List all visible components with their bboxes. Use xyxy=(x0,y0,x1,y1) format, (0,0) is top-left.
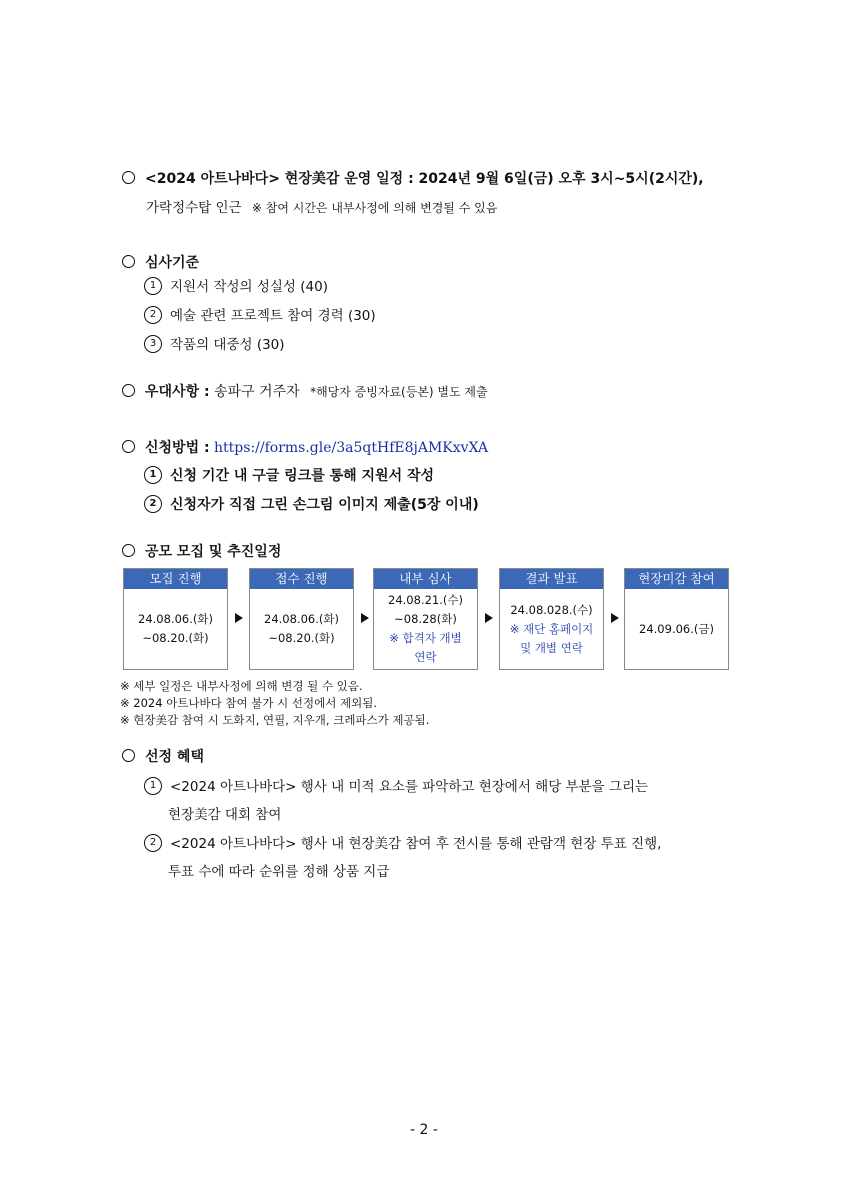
schedule-heading: <2024 아트나바다> 현장美감 운영 일정 : 2024년 9월 6일(금) 오후 3시~5시(2시간), xyxy=(122,168,704,188)
process-step-receipt: 접수 진행 24.08.06.(화) ~08.20.(화) xyxy=(249,568,354,670)
process-note: ※ 2024 아트나바다 참여 불가 시 선정에서 제외됨. xyxy=(120,696,377,710)
benefit-item-continued: 현장美감 대회 참여 xyxy=(168,807,282,823)
apply-step: 1 신청 기간 내 구글 링크를 통해 지원서 작성 xyxy=(144,465,434,485)
step-header: 현장미감 참여 xyxy=(625,569,728,589)
benefit-item: 1 <2024 아트나바다> 행사 내 미적 요소를 파악하고 현장에서 해당 부분을 그리는 xyxy=(144,775,648,796)
benefit-item-continued: 투표 수에 따라 순위를 정해 상품 지급 xyxy=(168,864,390,880)
circled-number-icon: 1 xyxy=(144,277,162,295)
benefit-item: 2 <2024 아트나바다> 행사 내 현장美감 참여 후 전시를 통해 관람객 현장 투표 진행, xyxy=(144,832,661,853)
circled-number-icon: 2 xyxy=(144,306,162,324)
process-step-review: 내부 심사 24.08.21.(수) ~08.28(화) ※ 합격자 개별 연락 xyxy=(373,568,478,670)
bullet-circle-icon xyxy=(122,171,135,184)
apply-step: 2 신청자가 직접 그린 손그림 이미지 제출(5장 이내) xyxy=(144,494,479,514)
schedule-note: ※ 참여 시간은 내부사정에 의해 변경될 수 있음 xyxy=(251,201,498,215)
schedule-place-line: 가락정수탑 인근 ※ 참여 시간은 내부사정에 의해 변경될 수 있음 xyxy=(146,200,498,216)
bullet-circle-icon xyxy=(122,544,135,557)
circled-number-icon: 2 xyxy=(144,495,162,513)
preference-line: 우대사항 : 송파구 거주자 *해당자 증빙자료(등본) 별도 제출 xyxy=(122,381,488,401)
criteria-title: 심사기준 xyxy=(122,252,199,272)
bullet-circle-icon xyxy=(122,255,135,268)
criteria-item: 1 지원서 작성의 성실성 (40) xyxy=(144,275,328,296)
bullet-circle-icon xyxy=(122,440,135,453)
process-step-recruit: 모집 진행 24.08.06.(화) ~08.20.(화) xyxy=(123,568,228,670)
step-header: 접수 진행 xyxy=(250,569,353,589)
step-header: 결과 발표 xyxy=(500,569,603,589)
step-header: 모집 진행 xyxy=(124,569,227,589)
bullet-circle-icon xyxy=(122,384,135,397)
process-note: ※ 현장美감 참여 시 도화지, 연필, 지우개, 크레파스가 제공됨. xyxy=(120,713,430,727)
page-number: - 2 - xyxy=(410,1122,438,1138)
process-step-participate: 현장미감 참여 24.09.06.(금) xyxy=(624,568,729,670)
process-note: ※ 세부 일정은 내부사정에 의해 변경 될 수 있음. xyxy=(120,679,363,693)
apply-line: 신청방법 : https://forms.gle/3a5qtHfE8jAMKxvXA xyxy=(122,437,488,457)
application-form-link[interactable]: https://forms.gle/3a5qtHfE8jAMKxvXA xyxy=(214,440,489,456)
circled-number-icon: 2 xyxy=(144,834,162,852)
benefits-title: 선정 혜택 xyxy=(122,746,204,766)
bullet-circle-icon xyxy=(122,749,135,762)
arrow-right-icon xyxy=(235,613,243,623)
circled-number-icon: 1 xyxy=(144,777,162,795)
circled-number-icon: 1 xyxy=(144,466,162,484)
arrow-right-icon xyxy=(485,613,493,623)
criteria-item: 2 예술 관련 프로젝트 참여 경력 (30) xyxy=(144,304,376,325)
step-header: 내부 심사 xyxy=(374,569,477,589)
arrow-right-icon xyxy=(611,613,619,623)
process-title: 공모 모집 및 추진일정 xyxy=(122,541,281,561)
circled-number-icon: 3 xyxy=(144,335,162,353)
process-step-announce: 결과 발표 24.08.028.(수) ※ 재단 홈페이지 및 개별 연락 xyxy=(499,568,604,670)
criteria-item: 3 작품의 대중성 (30) xyxy=(144,333,285,354)
arrow-right-icon xyxy=(361,613,369,623)
